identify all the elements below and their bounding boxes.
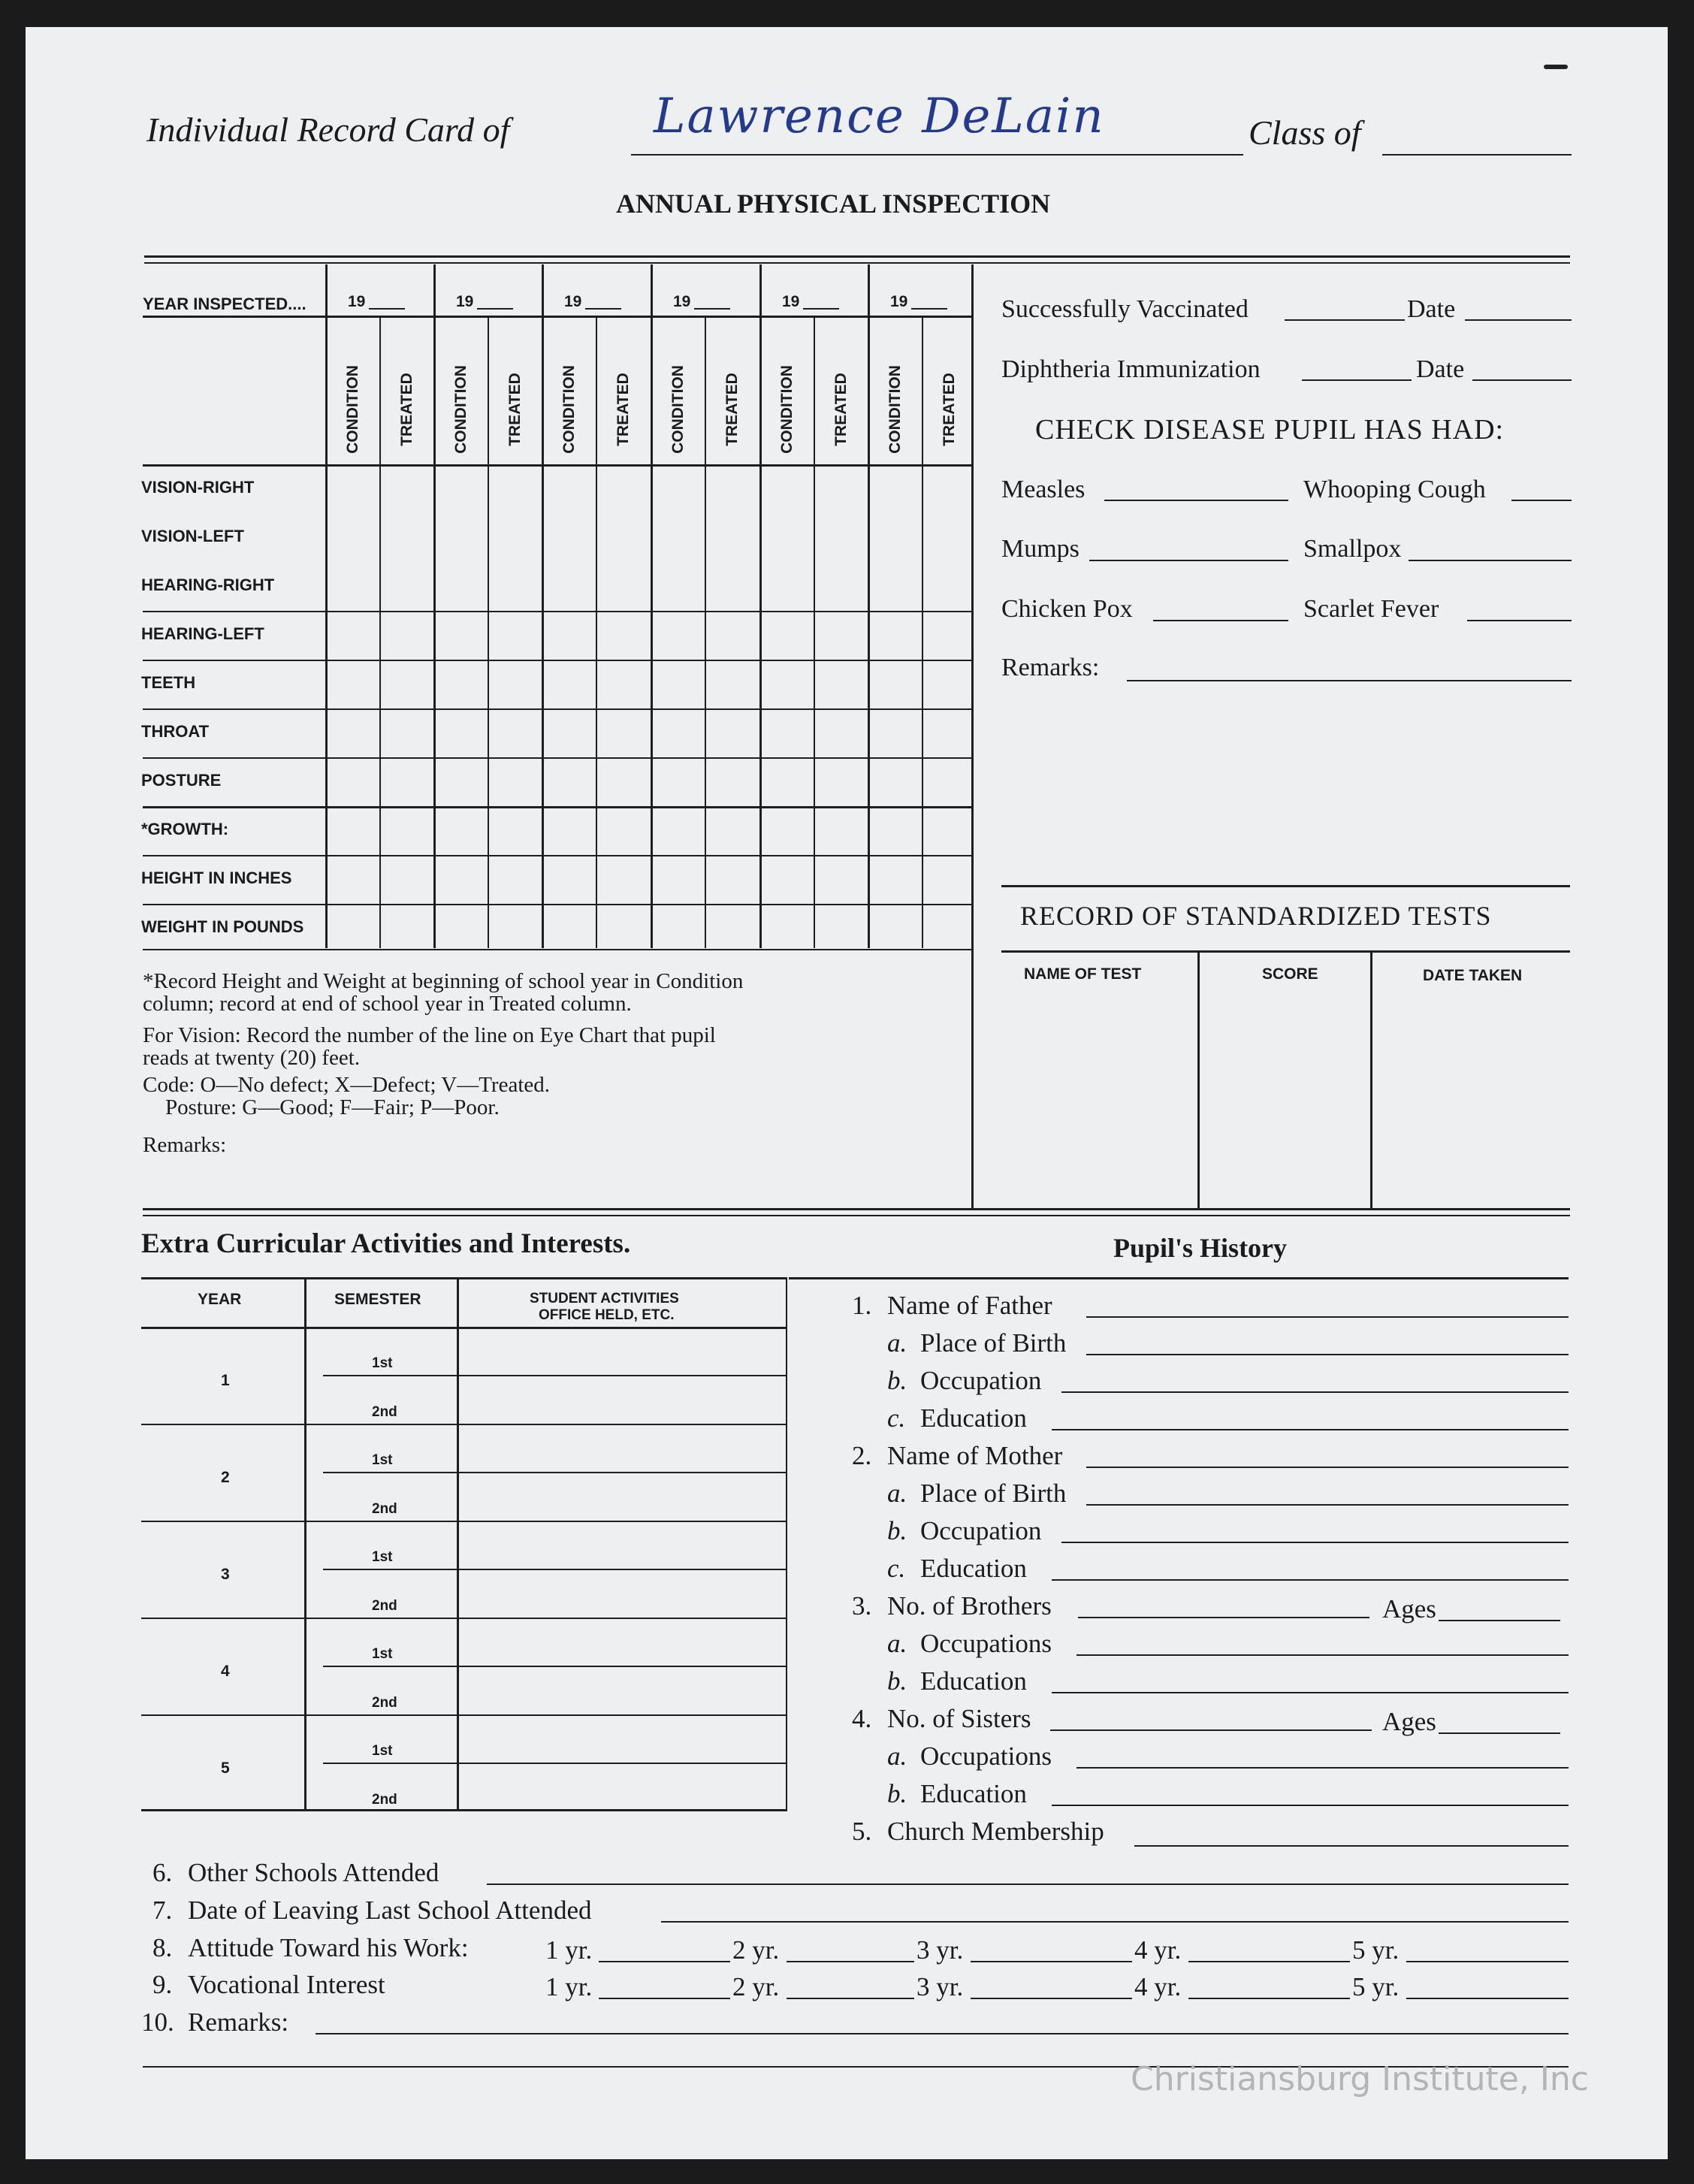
col-header-treated: TREATED <box>832 373 850 446</box>
sisters-ages-label: Ages <box>1382 1707 1436 1736</box>
activity-year-5: 5 <box>221 1760 230 1777</box>
attitude-yr5: 5 yr. <box>1352 1935 1400 1965</box>
attitude-yr2-line <box>787 1961 914 1962</box>
activities-right-border <box>786 1277 787 1811</box>
tests-header-rule <box>1001 950 1570 953</box>
brothers-b-letter: b. <box>887 1666 907 1696</box>
brothers-education-label: Education <box>920 1666 1027 1696</box>
semester-divider <box>323 1375 458 1376</box>
brothers-a-letter: a. <box>887 1629 907 1658</box>
whooping-cough-label: Whooping Cough <box>1303 476 1486 503</box>
church-line <box>1134 1845 1569 1847</box>
health-remarks-label: Remarks: <box>1001 654 1100 681</box>
year-divider <box>141 1424 787 1425</box>
row-label-posture: POSTURE <box>141 771 222 790</box>
row-label-hearing-left: HEARING-LEFT <box>141 624 264 643</box>
col-header-condition: CONDITION <box>669 365 687 454</box>
attitude-yr2: 2 yr. <box>732 1935 780 1965</box>
check-disease-heading: CHECK DISEASE PUPIL HAS HAD: <box>1035 414 1505 446</box>
semester-1st-y2: 1st <box>372 1452 393 1468</box>
activity-divider <box>458 1375 786 1376</box>
col-header-condition: CONDITION <box>778 365 796 454</box>
vaccinated-date-line <box>1465 319 1572 321</box>
mother-occupation-label: Occupation <box>920 1516 1042 1545</box>
history-top-rule <box>789 1277 1569 1279</box>
class-line <box>1382 154 1572 156</box>
table-row-separator <box>143 806 972 808</box>
other-schools-label: Other Schools Attended <box>188 1858 439 1887</box>
student-name-signature: Lawrence DeLain <box>654 89 1105 144</box>
year-19-label: 19 <box>890 293 908 310</box>
vocational-label: Vocational Interest <box>188 1970 385 1999</box>
vocational-yr4-line <box>1188 1998 1350 1999</box>
activities-header-rule <box>141 1327 787 1329</box>
activity-year-1: 1 <box>221 1372 230 1389</box>
col-header-condition: CONDITION <box>344 365 361 454</box>
sisters-line <box>1050 1729 1372 1731</box>
year-19-label: 19 <box>456 293 474 310</box>
semester-2nd-y3: 2nd <box>372 1598 397 1614</box>
tests-col-name: NAME OF TEST <box>1024 965 1142 983</box>
year-row-line <box>143 316 972 318</box>
brothers-ages-line <box>1439 1620 1560 1621</box>
scarlet-fever-label: Scarlet Fever <box>1303 595 1439 623</box>
item-9-num: 9. <box>152 1970 173 1999</box>
attitude-yr1-line <box>599 1961 730 1962</box>
mother-a-letter: a. <box>887 1479 907 1508</box>
col-header-treated: TREATED <box>614 373 632 446</box>
bottom-remarks-label: Remarks: <box>188 2007 289 2037</box>
year-19-label: 19 <box>564 293 582 310</box>
father-occupation-label: Occupation <box>920 1366 1042 1395</box>
mother-b-letter: b. <box>887 1516 907 1545</box>
mother-birth-line <box>1086 1504 1569 1506</box>
attitude-yr3-line <box>971 1961 1132 1962</box>
year-blank-line <box>369 308 405 310</box>
page-subtitle: ANNUAL PHYSICAL INSPECTION <box>616 189 1051 219</box>
vocational-yr2: 2 yr. <box>732 1972 780 2001</box>
vocational-yr2-line <box>787 1998 914 1999</box>
vocational-yr3-line <box>971 1998 1132 1999</box>
mother-occupation-line <box>1061 1542 1569 1543</box>
history-title: Pupil's History <box>1113 1233 1288 1263</box>
mother-education-line <box>1052 1579 1569 1581</box>
vocational-yr5: 5 yr. <box>1352 1972 1400 2001</box>
vaccinated-line <box>1285 319 1405 321</box>
father-line <box>1086 1316 1569 1318</box>
semester-1st-y1: 1st <box>372 1355 393 1371</box>
health-remarks-line <box>1127 680 1572 681</box>
semester-2nd-y4: 2nd <box>372 1695 397 1711</box>
year-blank-line <box>694 308 730 310</box>
tests-col-divider-2 <box>1370 952 1372 1210</box>
item-7-num: 7. <box>152 1896 173 1925</box>
activities-col-year: YEAR <box>198 1291 242 1308</box>
father-birth-label: Place of Birth <box>920 1328 1067 1358</box>
date-leaving-line <box>661 1921 1569 1923</box>
semester-divider <box>323 1763 458 1764</box>
activities-col-student-activities: STUDENT ACTIVITIES <box>530 1291 679 1306</box>
tests-col-divider-1 <box>1197 952 1200 1210</box>
tests-col-score: SCORE <box>1262 965 1318 983</box>
attitude-yr4-line <box>1188 1961 1350 1962</box>
attitude-yr3: 3 yr. <box>916 1935 964 1965</box>
col-header-condition: CONDITION <box>560 365 578 454</box>
measles-label: Measles <box>1001 476 1086 503</box>
activities-col-semester: SEMESTER <box>334 1291 421 1308</box>
semester-divider <box>323 1569 458 1570</box>
row-label-teeth: TEETH <box>141 673 196 692</box>
year-inspected-label: YEAR INSPECTED.... <box>143 295 306 313</box>
activity-year-2: 2 <box>221 1469 230 1486</box>
note-line-4: reads at twenty (20) feet. <box>143 1046 361 1070</box>
father-birth-line <box>1086 1354 1569 1355</box>
scarlet-fever-line <box>1467 620 1572 621</box>
vaccinated-label: Successfully Vaccinated <box>1001 295 1249 323</box>
brothers-occupations-line <box>1076 1654 1569 1656</box>
watermark: Christiansburg Institute, Inc <box>1131 2060 1589 2098</box>
note-line-2: column; record at end of school year in Treated column. <box>143 992 632 1016</box>
vocational-yr1: 1 yr. <box>545 1972 593 2001</box>
note-line-6: Posture: G—Good; F—Fair; P—Poor. <box>165 1095 500 1119</box>
activities-col-divider-1 <box>304 1277 306 1811</box>
table-row-separator <box>143 464 972 467</box>
class-label: Class of <box>1249 113 1361 152</box>
row-label-weight: WEIGHT IN POUNDS <box>141 917 304 936</box>
top-rule-2 <box>144 262 1570 264</box>
corner-mark <box>1544 65 1568 69</box>
table-row-separator <box>143 757 972 759</box>
activities-col-divider-2 <box>457 1277 459 1811</box>
sisters-occupations-line <box>1076 1767 1569 1769</box>
sisters-label: No. of Sisters <box>887 1704 1031 1733</box>
row-label-vision-right: VISION-RIGHT <box>141 478 255 497</box>
brothers-education-line <box>1052 1692 1569 1693</box>
father-education-label: Education <box>920 1403 1027 1433</box>
note-line-1: *Record Height and Weight at beginning of school year in Condition <box>143 969 744 993</box>
vocational-yr1-line <box>599 1998 730 1999</box>
history-num-4: 4. <box>852 1704 872 1733</box>
history-num-3: 3. <box>852 1591 872 1621</box>
vocational-yr4: 4 yr. <box>1134 1972 1182 2001</box>
title-prefix: Individual Record Card of <box>146 110 510 149</box>
semester-1st-y3: 1st <box>372 1549 393 1565</box>
diphtheria-label: Diphtheria Immunization <box>1001 355 1261 383</box>
brothers-label: No. of Brothers <box>887 1591 1052 1621</box>
history-num-5: 5. <box>852 1817 872 1846</box>
mother-line <box>1086 1467 1569 1468</box>
date-leaving-label: Date of Leaving Last School Attended <box>188 1896 592 1925</box>
diphtheria-line <box>1302 379 1412 381</box>
vocational-yr5-line <box>1406 1998 1569 1999</box>
activities-title: Extra Curricular Activities and Interests. <box>141 1228 631 1259</box>
attitude-label: Attitude Toward his Work: <box>188 1933 469 1962</box>
row-label-height: HEIGHT IN INCHES <box>141 868 292 887</box>
col-header-treated: TREATED <box>506 373 524 446</box>
mother-label: Name of Mother <box>887 1441 1063 1470</box>
diphtheria-date-label: Date <box>1416 355 1465 383</box>
church-label: Church Membership <box>887 1817 1104 1846</box>
sisters-education-label: Education <box>920 1779 1027 1808</box>
row-label-throat: THROAT <box>141 722 210 741</box>
semester-2nd-y1: 2nd <box>372 1404 397 1420</box>
year-divider <box>141 1618 787 1619</box>
semester-divider <box>323 1666 458 1667</box>
other-schools-line <box>487 1883 1569 1885</box>
sisters-ages-line <box>1439 1732 1560 1734</box>
measles-line <box>1104 500 1288 501</box>
table-row-separator <box>143 904 972 905</box>
activities-top-rule <box>141 1277 787 1279</box>
smallpox-label: Smallpox <box>1303 535 1402 563</box>
mother-c-letter: c. <box>887 1554 906 1583</box>
middle-rule <box>143 1208 1570 1210</box>
activity-year-4: 4 <box>221 1663 230 1680</box>
vaccinated-date-label: Date <box>1407 295 1456 323</box>
chicken-pox-label: Chicken Pox <box>1001 595 1133 623</box>
col-header-treated: TREATED <box>941 373 958 446</box>
year-blank-line <box>911 308 947 310</box>
mother-education-label: Education <box>920 1554 1027 1583</box>
col-header-treated: TREATED <box>398 373 415 446</box>
top-rule <box>144 255 1570 258</box>
semester-1st-y5: 1st <box>372 1743 393 1759</box>
father-b-letter: b. <box>887 1366 907 1395</box>
note-line-5: Code: O—No defect; X—Defect; V—Treated. <box>143 1073 551 1097</box>
mumps-line <box>1089 560 1288 561</box>
row-label-vision-left: VISION-LEFT <box>141 527 244 545</box>
item-6-num: 6. <box>152 1858 173 1887</box>
row-label-hearing-right: HEARING-RIGHT <box>141 575 275 594</box>
activity-divider <box>458 1472 786 1473</box>
notes-remarks-label: Remarks: <box>143 1133 227 1157</box>
sisters-occupations-label: Occupations <box>920 1741 1052 1771</box>
activities-bottom-rule <box>141 1809 787 1811</box>
attitude-yr4: 4 yr. <box>1134 1935 1182 1965</box>
father-c-letter: c. <box>887 1403 906 1433</box>
mumps-label: Mumps <box>1001 535 1080 563</box>
note-line-3: For Vision: Record the number of the line on Eye Chart that pupil <box>143 1023 716 1047</box>
father-education-line <box>1052 1429 1569 1430</box>
tests-top-rule <box>1001 885 1570 887</box>
col-header-treated: TREATED <box>723 373 741 446</box>
middle-rule-2 <box>143 1215 1570 1216</box>
whooping-cough-line <box>1511 500 1572 501</box>
attitude-yr1: 1 yr. <box>545 1935 593 1965</box>
year-19-label: 19 <box>782 293 800 310</box>
tests-col-date: DATE TAKEN <box>1423 967 1523 984</box>
table-bottom-line <box>143 949 972 950</box>
chicken-pox-line <box>1153 620 1288 621</box>
attitude-yr5-line <box>1406 1961 1569 1962</box>
activity-year-3: 3 <box>221 1566 230 1583</box>
history-num-1: 1. <box>852 1291 872 1320</box>
item-10-num: 10. <box>141 2007 174 2037</box>
year-19-label: 19 <box>673 293 691 310</box>
semester-2nd-y5: 2nd <box>372 1792 397 1808</box>
history-num-2: 2. <box>852 1441 872 1470</box>
year-blank-line <box>477 308 513 310</box>
mother-birth-label: Place of Birth <box>920 1479 1067 1508</box>
father-occupation-line <box>1061 1391 1569 1393</box>
year-blank-line <box>803 308 839 310</box>
table-row-separator <box>143 611 972 612</box>
sisters-b-letter: b. <box>887 1779 907 1808</box>
year-blank-line <box>585 308 621 310</box>
semester-divider <box>323 1472 458 1473</box>
year-divider <box>141 1714 787 1716</box>
row-label-growth: *GROWTH: <box>141 820 229 838</box>
vocational-yr3: 3 yr. <box>916 1972 964 2001</box>
activity-divider <box>458 1569 786 1570</box>
name-line <box>631 154 1243 156</box>
activity-divider <box>458 1763 786 1764</box>
table-row-separator <box>143 855 972 856</box>
semester-2nd-y2: 2nd <box>372 1501 397 1517</box>
activities-col-office-held: OFFICE HELD, ETC. <box>539 1307 675 1323</box>
smallpox-line <box>1409 560 1572 561</box>
col-header-condition: CONDITION <box>452 365 470 454</box>
tests-title: RECORD OF STANDARDIZED TESTS <box>1020 901 1492 931</box>
table-row-separator <box>143 708 972 710</box>
activity-divider <box>458 1666 786 1667</box>
bottom-remarks-line <box>316 2033 1569 2034</box>
semester-1st-y4: 1st <box>372 1646 393 1662</box>
diphtheria-date-line <box>1472 379 1572 381</box>
father-a-letter: a. <box>887 1328 907 1358</box>
item-8-num: 8. <box>152 1933 173 1962</box>
brothers-ages-label: Ages <box>1382 1594 1436 1624</box>
brothers-line <box>1078 1617 1369 1618</box>
table-row-separator <box>143 660 972 661</box>
sisters-education-line <box>1052 1805 1569 1806</box>
father-label: Name of Father <box>887 1291 1052 1320</box>
col-header-condition: CONDITION <box>886 365 904 454</box>
year-19-label: 19 <box>348 293 366 310</box>
sisters-a-letter: a. <box>887 1741 907 1771</box>
brothers-occupations-label: Occupations <box>920 1629 1052 1658</box>
year-divider <box>141 1521 787 1522</box>
